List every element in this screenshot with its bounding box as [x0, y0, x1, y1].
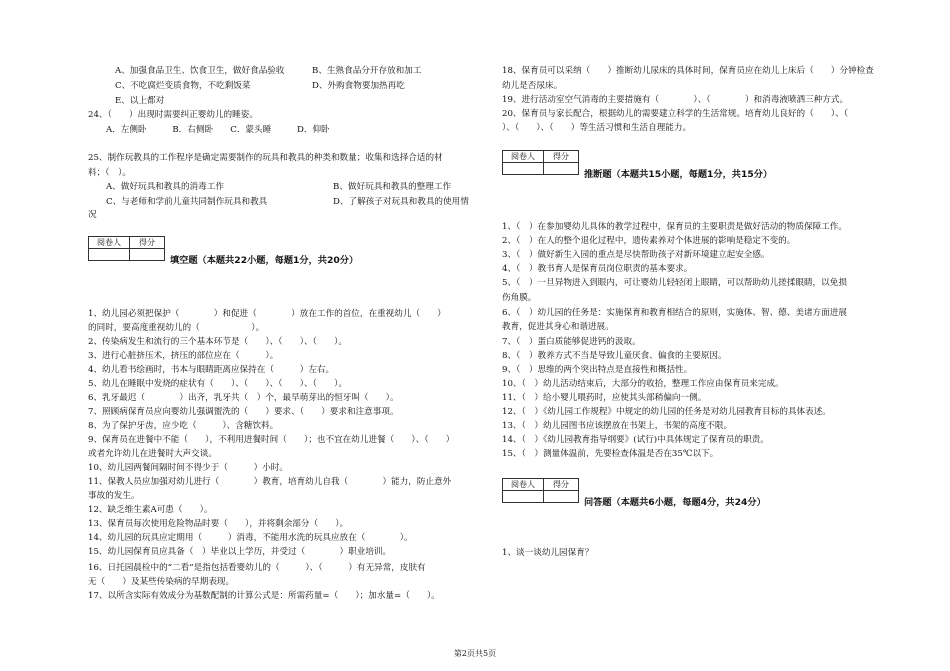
question-line: A．左侧卧 B．右侧卧 C．蒙头睡 D．仰卧 — [106, 125, 330, 135]
fill-question-line: 18、保育员可以采纳（ ）推断幼儿尿床的具体时间，保育员应在幼儿上床后（ ）分钟检查 — [502, 66, 874, 76]
question-line: 24、（ ）出现时需要纠正婴幼儿的睡姿。 — [88, 110, 258, 120]
fill-question-line: 8、为了保护牙齿，应少吃（ ）、含糖饮料。 — [88, 421, 279, 431]
fill-question-line: 1、幼儿园必须把保护（ ）和促进（ ）放在工作的首位，在重视幼儿（ ） — [88, 309, 446, 319]
fill-question-line: 15、幼儿园保育员应具备（ ）毕业以上学历，并受过（ ）职业培训。 — [88, 547, 392, 557]
fill-question-line: ）、（ ）、（ ）等生活习惯和生活自理能力。 — [502, 123, 692, 133]
grader-cell — [503, 491, 544, 503]
judge-question-line: 伤角膜。 — [502, 293, 537, 303]
fill-question-line: 4、幼儿看书绘画时，书本与眼睛距离应保持在（ ）左右。 — [88, 365, 335, 375]
fill-question-line: 19、进行活动室空气消毒的主要措施有（ ）、（ ）和消毒液喷洒三种方式。 — [502, 95, 849, 105]
judge-question-line: 10、（ ）幼儿活动结束后，大部分的收拾，整理工作应由保育员来完成。 — [502, 379, 784, 389]
judge-question-line: 4、（ ）教书育人是保育员岗位职责的基本要求。 — [502, 264, 693, 274]
judge-question-line: 14、（ ）《幼儿园教育指导纲要》(试行)中具体规定了保育员的职责。 — [502, 435, 769, 445]
fill-question-line: 或者允许幼儿在进餐时大声交谈。 — [88, 449, 217, 459]
fill-question-line: 3、进行心脏挤压术，挤压的部位应在（ ）。 — [88, 351, 279, 361]
fill-question-line: 12、缺乏维生素A可患（ ）。 — [88, 505, 213, 515]
page-number: 第2页共5页 — [453, 649, 497, 658]
question-line: B、生熟食品分开存放和加工 — [312, 66, 422, 76]
judge-question-line: 9、（ ）思维的两个突出特点是直接性和概括性。 — [502, 365, 693, 375]
fill-question-line: 2、传染病发生和流行的三个基本环节是（ ）、（ ）、（ ）。 — [88, 337, 347, 347]
judge-question-line: 15、（ ）测量体温前，先要检查体温是否在35℃以下。 — [502, 449, 719, 459]
question-line: C、不吃腐烂变质食物，不吃剩饭菜 — [115, 81, 251, 91]
fill-question-line: 13、保育员每次使用危险物品时要（ ），并将剩余部分（ ）。 — [88, 519, 349, 529]
fill-question-line: 20、保育员与家长配合，根据幼儿的需要建立科学的生活常规。培育幼儿良好的（ ）、（ — [502, 109, 866, 119]
question-line: A、做好玩具和教具的消毒工作 — [106, 182, 224, 192]
fill-question-line: 11、保教人员应加强对幼儿进行（ ）教育，培育幼儿自我（ ）能力，防止意外 — [88, 477, 452, 487]
fill-question-line: 幼儿是否尿床。 — [502, 81, 563, 91]
question-line: D、外购食物要加热再吃 — [312, 81, 405, 91]
score-cell — [130, 249, 165, 261]
section-title-judge: 推断题（本题共15小题，每题1分，共15分） — [584, 169, 773, 180]
question-line: E、以上都对 — [115, 96, 165, 106]
score-label: 得分 — [544, 151, 579, 163]
question-line: 料；（ ）。 — [88, 168, 131, 178]
fill-question-line: 9、保育员在进餐中不能（ ），不利用进餐时间（ ）；也不宜在幼儿进餐（ ）、（ ） — [88, 435, 455, 445]
judge-question-line: 3、（ ）做好新生入园的重点是尽快帮助孩子对新环境建立起安全感。 — [502, 250, 770, 260]
judge-question-line: 5、（ ）一旦异物进入到眼内，可让婴幼儿轻轻闭上眼睛，可以帮助幼儿搓揉眼睛，以免损 — [502, 278, 847, 288]
grader-cell — [503, 163, 544, 175]
qa-question-line: 1、谈一谈幼儿园保育？ — [502, 548, 594, 558]
fill-question-line: 5、幼儿在睡眠中发烧的症状有（ ）、（ ）、（ ）、（ ）。 — [88, 379, 347, 389]
score-cell — [544, 163, 579, 175]
judge-question-line: 7、（ ）蛋白质能够促进钙的汲取。 — [502, 337, 641, 347]
judge-question-line: 13、（ ）幼儿园图书应该摆放在书架上，书架的高度不限。 — [502, 421, 733, 431]
question-line: A、加强食品卫生、饮食卫生，做好食品验收 — [115, 66, 285, 76]
fill-question-line: 7、照顾病保育员应向婴幼儿强调盥洗的（ ）要求、（ ）要求和注意事项。 — [88, 407, 399, 417]
judge-question-line: 11、（ ）给小婴儿喂药时，应使其头部稍偏向一侧。 — [502, 393, 707, 403]
fill-question-line: 16、日托园晨检中的“二看”是指包括看婴幼儿的（ ）、（ ）有无异常，皮肤有 — [88, 563, 426, 573]
score-cell — [544, 491, 579, 503]
section-title-qa: 问答题（本题共6小题，每题4分，共24分） — [584, 497, 766, 508]
judge-question-line: 6、（ ）幼儿园的任务是：实施保育和教育相结合的原则，实施体、智、德、美诸方面进展 — [502, 308, 847, 318]
score-label: 得分 — [130, 237, 165, 249]
grader-label: 阅卷人 — [503, 151, 544, 163]
fill-question-line: 17、以所含实际有效成分为基数配制的计算公式是：所需药量=（ ）；加水量=（ ）。 — [88, 591, 440, 601]
fill-question-line: 6、乳牙最迟（ ）出齐，乳牙共（ ）个，最早萌芽出的恒牙叫（ ）。 — [88, 393, 399, 403]
judge-question-line: 2、（ ）在人的整个退化过程中，遗传素养对个体进展的影响是稳定不变的。 — [502, 236, 796, 246]
score-label: 得分 — [544, 479, 579, 491]
fill-question-line: 事故的发生。 — [88, 491, 140, 501]
judge-question-line: 12、（ ）《幼儿园工作规程》中规定的幼儿园的任务是对幼儿园教育目标的具体表述。 — [502, 407, 831, 417]
section-title-fill: 填空题（本题共22小题，每题1分，共20分） — [170, 255, 359, 266]
question-line: 25、制作玩教具的工作程序是确定需要制作的玩具和教具的种类和数量；收集和选择合适的材 — [88, 153, 443, 163]
judge-question-line: 1、（ ）在参加婴幼儿具体的教学过程中，保育员的主要职责是做好活动的物质保障工作。 — [502, 222, 847, 232]
fill-question-line: 10、幼儿园两餐间隔时间不得少于（ ）小时。 — [88, 463, 288, 473]
question-line: C、与老师和学前儿童共同制作玩具和教具 — [106, 197, 268, 207]
fill-question-line: 的同时，要高度重视幼儿的（ ）。 — [88, 323, 265, 333]
question-line: 况 — [88, 210, 97, 220]
judge-question-line: 8、（ ）教养方式不当是导致儿童厌食、偏食的主要原因。 — [502, 351, 727, 361]
score-box-qa — [502, 478, 579, 503]
score-box-fill — [88, 236, 165, 261]
question-line: D、了解孩子对玩具和教具的使用情 — [333, 197, 469, 207]
grader-label: 阅卷人 — [89, 237, 130, 249]
grader-label: 阅卷人 — [503, 479, 544, 491]
score-box-judge — [502, 150, 579, 175]
fill-question-line: 14、幼儿园的玩具应定期用（ ）消毒，不能用水洗的玩具应放在（ ）。 — [88, 533, 413, 543]
fill-question-line: 无（ ）及某些传染病的早期表现。 — [88, 577, 235, 587]
judge-question-line: 教育，促进其身心和谐进展。 — [502, 322, 614, 332]
question-line: B、做好玩具和教具的整理工作 — [333, 182, 452, 192]
grader-cell — [89, 249, 130, 261]
